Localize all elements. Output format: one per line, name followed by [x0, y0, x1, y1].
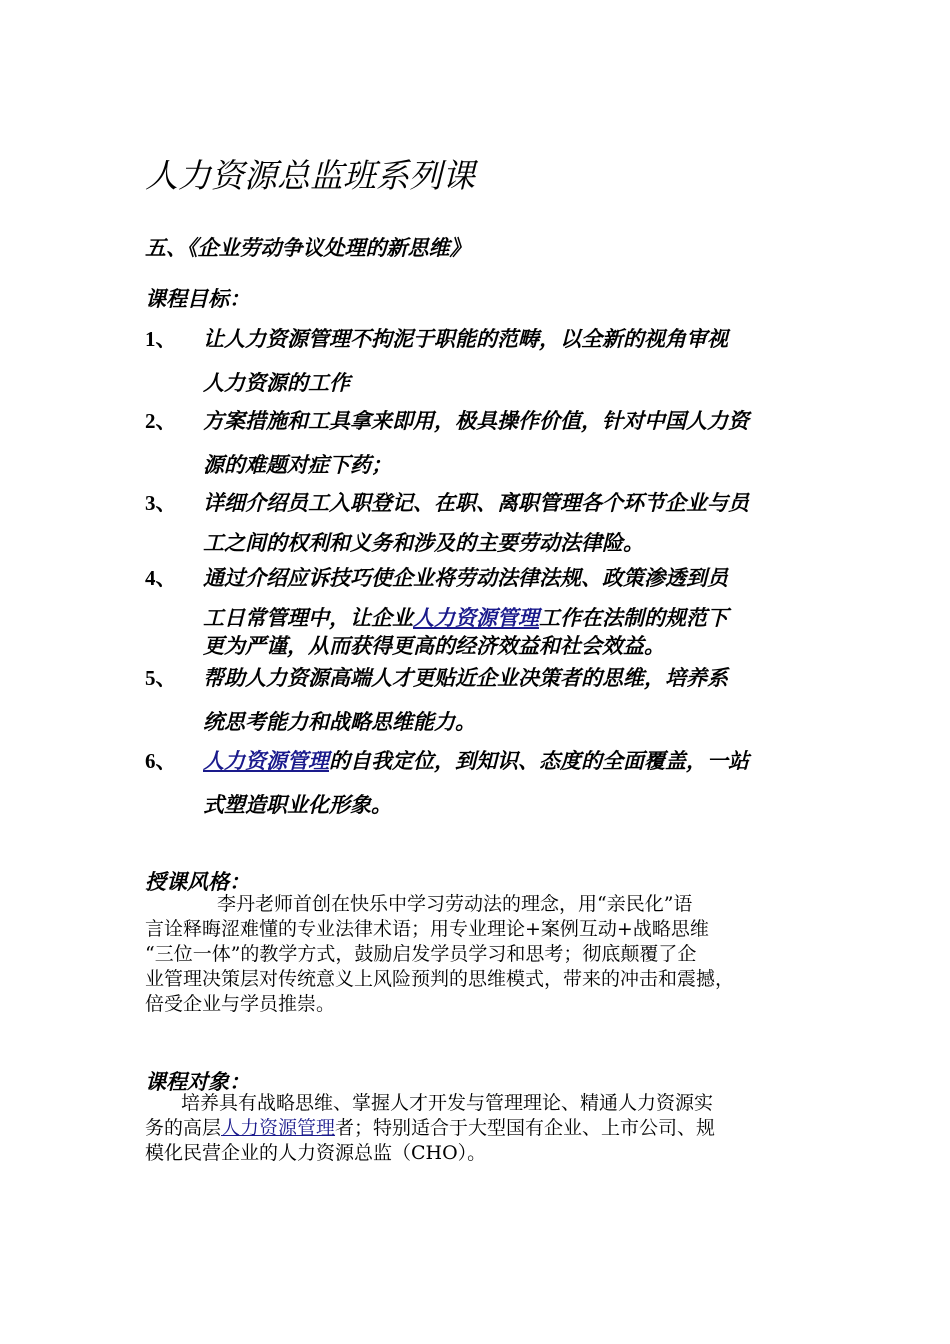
paragraph-line: 言诠释晦涩难懂的专业法律术语；用专业理论+案例互动+战略思维 — [145, 918, 709, 940]
goal-line — [203, 745, 823, 775]
goal-number: 2、 — [145, 409, 177, 433]
paragraph-line: 模化民营企业的人力资源总监（CHO）。 — [145, 1142, 487, 1164]
goal-text: 的自我定位，到知识、态度的全面覆盖，一站 — [329, 748, 749, 773]
paragraph-line: 李丹老师首创在快乐中学习劳动法的理念，用“亲民化”语 — [217, 893, 693, 915]
goal-line: 方案措施和工具拿来即用，极具操作价值，针对中国人力资 — [203, 408, 749, 433]
goal-text: 工日常管理中，让企业 — [203, 605, 413, 630]
goal-number: 6、 — [145, 749, 177, 773]
goal-line: 详细介绍员工入职登记、在职、离职管理各个环节企业与员 — [203, 490, 749, 515]
goal-line: 更为严谨，从而获得更高的经济效益和社会效益。 — [203, 633, 665, 658]
goal-text: 工作在法制的规范下 — [539, 605, 728, 630]
paragraph-line — [145, 1116, 825, 1141]
goal-line: 通过介绍应诉技巧使企业将劳动法律法规、政策渗透到员 — [203, 565, 728, 590]
hr-management-link[interactable]: 人力资源管理 — [221, 1117, 336, 1139]
paragraph-text: 者；特别适合于大型国有企业、上市公司、规 — [335, 1117, 716, 1139]
hr-management-link[interactable]: 人力资源管理 — [413, 605, 539, 630]
paragraph-line: 培养具有战略思维、掌握人才开发与管理理论、精通人力资源实 — [181, 1092, 714, 1114]
goal-line: 统思考能力和战略思维能力。 — [203, 709, 476, 734]
paragraph-line: 业管理决策层对传统意义上风险预判的思维模式，带来的冲击和震撼， — [145, 968, 735, 990]
goal-number: 4、 — [145, 566, 177, 590]
section-heading: 五、《企业劳动争议处理的新思维》 — [145, 235, 471, 260]
goal-line: 源的难题对症下药； — [203, 452, 392, 477]
paragraph-line: 倍受企业与学员推崇。 — [145, 993, 336, 1015]
goal-number: 3、 — [145, 491, 177, 515]
audience-paragraph — [145, 1091, 825, 1166]
goal-number: 5、 — [145, 666, 177, 690]
paragraph-line: “三位一体”的教学方式，鼓励启发学员学习和思考；彻底颠覆了企 — [145, 943, 697, 965]
goal-number: 1、 — [145, 327, 177, 351]
audience-heading: 课程对象： — [145, 1069, 250, 1094]
goal-line: 工之间的权利和义务和涉及的主要劳动法律险。 — [203, 530, 644, 555]
hr-management-link[interactable]: 人力资源管理 — [203, 748, 329, 773]
goal-line: 帮助人力资源高端人才更贴近企业决策者的思维，培养系 — [203, 665, 728, 690]
goal-line — [203, 602, 823, 632]
goal-line: 人力资源的工作 — [203, 370, 350, 395]
goal-line: 式塑造职业化形象。 — [203, 792, 392, 817]
teaching-style-heading: 授课风格： — [145, 869, 250, 894]
document-title: 人力资源总监班系列课 — [145, 156, 475, 195]
goals-heading: 课程目标： — [145, 286, 250, 311]
paragraph-text: 务的高层 — [145, 1117, 222, 1139]
teaching-style-paragraph — [145, 892, 825, 1017]
goal-line: 让人力资源管理不拘泥于职能的范畴，以全新的视角审视 — [203, 326, 728, 351]
